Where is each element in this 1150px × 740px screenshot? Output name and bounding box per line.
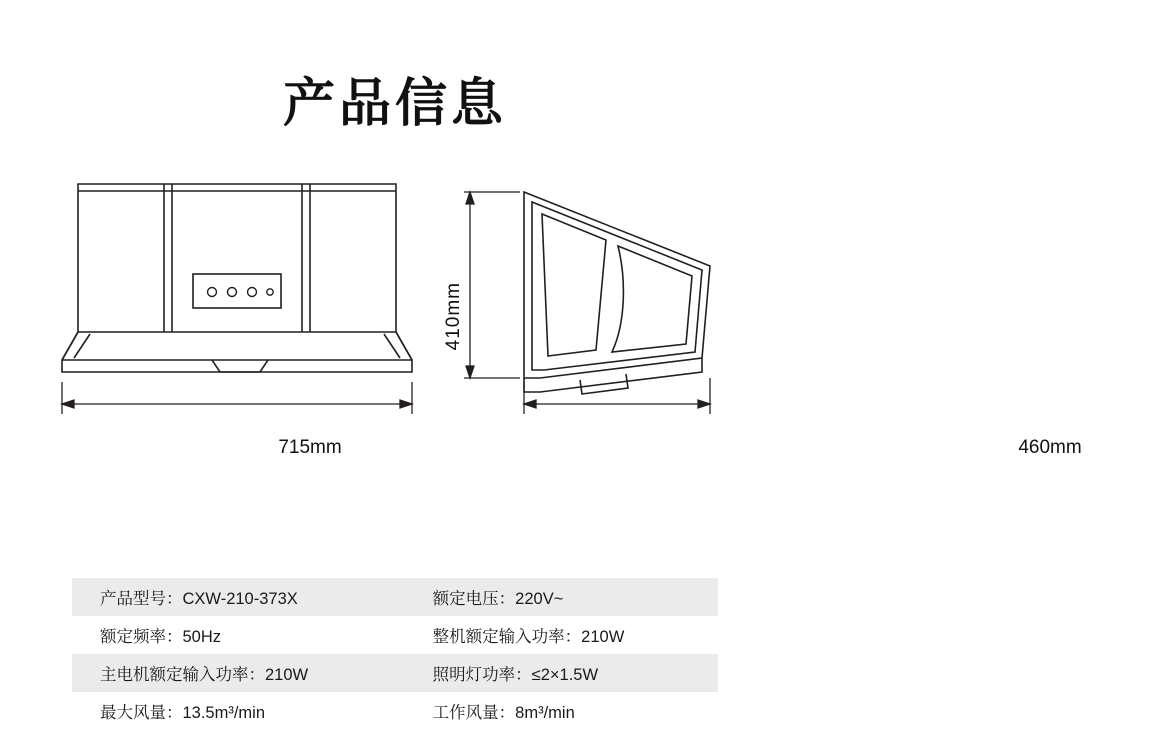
spec-cell (413, 692, 718, 730)
specifications-table (72, 578, 718, 730)
spec-label: 主电机额定输入功率： (100, 666, 265, 684)
spec-value: 13.5m³/min (182, 704, 266, 722)
spec-label: 照明灯功率： (432, 666, 532, 684)
side-width-label: 460mm (1018, 437, 1082, 458)
spec-label: 额定电压： (432, 590, 516, 608)
table-row (72, 578, 718, 616)
spec-cell (413, 616, 718, 654)
spec-cell (413, 654, 718, 692)
page-title: 产品信息 (282, 74, 507, 134)
spec-label: 整机额定输入功率： (432, 628, 582, 646)
side-view-container (440, 182, 1082, 482)
spec-value: 210W (265, 666, 309, 684)
spec-label: 额定频率： (100, 628, 183, 646)
spec-label: 最大风量： (100, 704, 183, 722)
table-row (72, 616, 718, 654)
spec-cell (413, 578, 718, 616)
front-view-container (60, 182, 420, 482)
spec-cell (72, 654, 413, 692)
spec-label: 产品型号： (100, 590, 183, 608)
range-hood-side-view (440, 182, 740, 482)
spec-value: 50Hz (182, 628, 222, 646)
spec-value: 220V~ (515, 590, 564, 608)
front-width-label: 715mm (278, 437, 342, 458)
spec-value: 8m³/min (515, 704, 575, 722)
height-label: 410mm (443, 282, 464, 351)
spec-label: 工作风量： (432, 704, 516, 722)
height-dimension-line (464, 192, 520, 378)
spec-value: 210W (581, 628, 625, 646)
control-buttons-icon (208, 288, 274, 297)
side-width-dimension-line (524, 378, 710, 414)
product-diagrams (0, 182, 1082, 492)
spec-cell (72, 692, 413, 730)
front-width-dimension-line (62, 382, 412, 414)
spec-value: CXW-210-373X (182, 590, 298, 608)
table-row (72, 654, 718, 692)
spec-cell (72, 578, 413, 616)
spec-value: ≤2×1.5W (531, 666, 599, 684)
spec-cell (72, 616, 413, 654)
table-row (72, 692, 718, 730)
